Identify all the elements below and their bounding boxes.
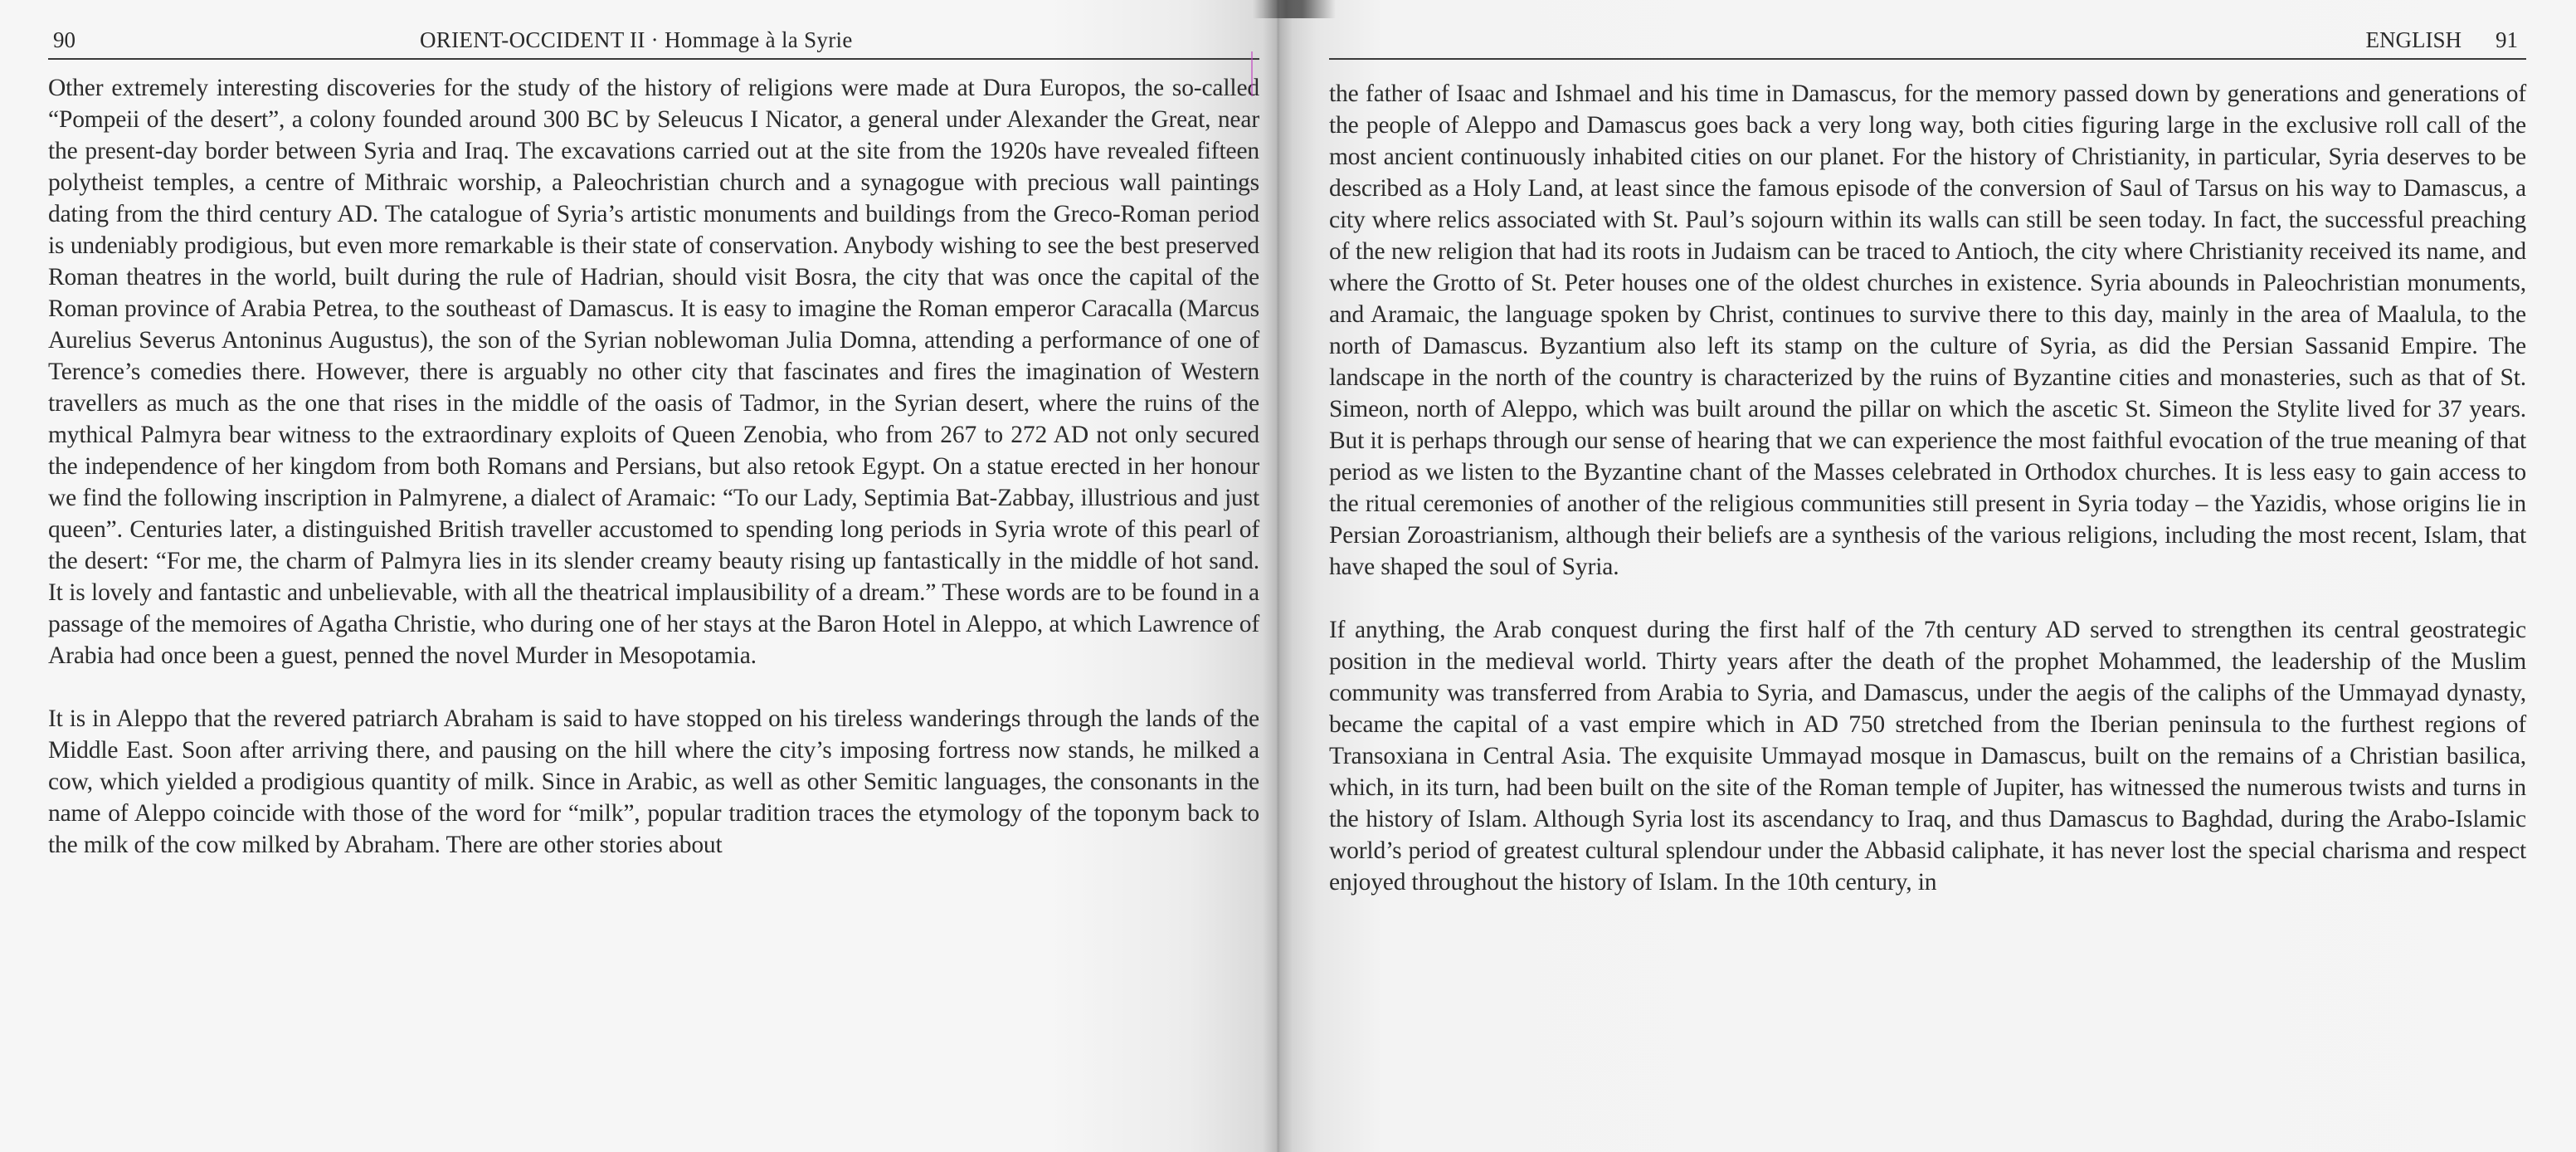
right-page-header [1329, 25, 2526, 60]
book-gutter-shadow [1263, 0, 1293, 1152]
paragraph: It is in Aleppo that the revered patriarch Abraham is said to have stopped on his tireless wanderings through the lands of the Middle East. Soon after arriving there, and pausing on the hill where the city’s imposing fortress now stands, he milked a cow, which yielded a prodigious quantity of milk. Since in Arabic, as well as other Semitic languages, the consonants in the name of Aleppo coincide with those of the word for “milk”, popular tradition traces the etymology of the toponym back to the milk of the cow milked by Abraham. There are other stories about [48, 705, 1259, 858]
paragraph: the father of Isaac and Ishmael and his time in Damascus, for the memory passed down by generations and generations of the people of Aleppo and Damascus goes back a very long way, both cities figuring large in the exclusive roll call of the most ancient continuously inhabited cities on our planet. For the history of Christianity, in particular, Syria deserves to be described as a Holy Land, at least since the famous episode of the conversion of Saul of Tarsus on his way to Damascus, a city where relics associated with St. Paul’s sojourn within its walls can still be seen today. In fact, the successful preaching of the new religion that had its roots in Judaism can be traced to Antioch, the city where Christianity received its name, and where the Grotto of St. Peter houses one of the oldest churches in existence. Syria abounds in Paleochristian monuments, and Aramaic, the language spoken by Christ, continues to survive there to this day, mainly in the area of Maalula, to the north of Damascus. Byzantium also left its stamp on the culture of Syria, as did the Persian Sassanid Empire. The landscape in the north of the country is characterized by the ruins of Byzantine cities and monasteries, such as that of St. Simeon, north of Aleppo, which was built around the pillar on which the ascetic St. Simeon the Stylite lived for 37 years. But it is perhaps through our sense of hearing that we can experience the most faithful evocation of the true meaning of that period as we listen to the Byzantine chant of the Masses celebrated in Orthodox churches. It is less easy to gain access to the ritual ceremonies of another of the religious communities still present in Syria today – the Yazidis, whose origins lie in Persian Zoroastrianism, although their beliefs are a synthesis of the various religions, including the most recent, Islam, that have shaped the soul of Syria. [1329, 81, 2526, 580]
right-page [1278, 0, 2576, 1152]
left-page-header [48, 25, 1259, 60]
left-page-body [48, 72, 1259, 861]
spine-shadow [1253, 0, 1336, 18]
page-number: 90 [53, 27, 75, 52]
language-label: ENGLISH [2365, 27, 2462, 52]
page-number: 91 [2496, 27, 2518, 52]
paragraph: If anything, the Arab conquest during the first half of the 7th century AD served to strengthen its central geostrategic position in the medieval world. Thirty years after the death of the prophet Mohammed, the leadership of the Muslim community was transferred from Arabia to Syria, and Damascus, under the aegis of the caliphs of the Ummayad dynasty, became the capital of a vast empire which in AD 750 stretched from the Iberian peninsula to the furthest regions of Transoxiana in Central Asia. The exquisite Ummayad mosque in Damascus, built on the remains of a Christian basilica, which, in its turn, had been built on the site of the Roman temple of Jupiter, has witnessed the numerous twists and turns in the history of Islam. Although Syria lost its ascendancy to Iraq, and thus Damascus to Baghdad, during the Arabo-Islamic world’s period of greatest cultural splendour under the Abbasid caliphate, it has never lost the special charisma and respect enjoyed throughout the history of Islam. In the 10th century, in [1329, 617, 2526, 896]
margin-pen-mark [1251, 51, 1258, 96]
left-page [0, 0, 1278, 1152]
running-title: ORIENT-OCCIDENT II · Hommage à la Syrie [420, 27, 853, 52]
paragraph: Other extremely interesting discoveries for the study of the history of religions were made at Dura Europos, the so-called “Pompeii of the desert”, a colony founded around 300 BC by Seleucus I Nicator, a general under Alexander the Great, near the present-day border between Syria and Iraq. The excavations carried out at the site from the 1920s have revealed fifteen polytheist temples, a centre of Mithraic worship, a Paleochristian church and a synagogue with precious wall paintings dating from the third century AD. The catalogue of Syria’s artistic monuments and buildings from the Greco-Roman period is undeniably prodigious, but even more remarkable is their state of conservation. Anybody wishing to see the best preserved Roman theatres in the world, built during the rule of Hadrian, should visit Bosra, the city that was once the capital of the Roman province of Arabia Petrea, to the southeast of Damascus. It is easy to imagine the Roman emperor Caracalla (Marcus Aurelius Severus Antoninus Augustus), the son of the Syrian noblewoman Julia Domna, attending a performance of one of Terence’s comedies there. However, there is arguably no other city that fascinates and fires the imagination of Western travellers as much as the one that rises in the middle of the oasis of Tadmor, in the Syrian desert, where the ruins of the mythical Palmyra bear witness to the extraordinary exploits of Queen Zenobia, who from 267 to 272 AD not only secured the independence of her kingdom from both Romans and Persians, but also retook Egypt. On a statue erected in her honour we find the following inscription in Palmyrene, a dialect of Aramaic: “To our Lady, Septimia Bat-Zabbay, illustrious and just queen”. Centuries later, a distinguished British traveller accustomed to spending long periods in Syria wrote of this pearl of the desert: “For me, the charm of Palmyra lies in its slender creamy beauty rising up fantastically in the middle of hot sand. It is lovely and fantastic and unbelievable, with all the theatrical implausibility of a dream.” These words are to be found in a passage of the memoires of Agatha Christie, who during one of her stays at the Baron Hotel in Aleppo, at which Lawrence of Arabia had once been a guest, penned the novel Murder in Mesopotamia. [48, 75, 1259, 669]
right-page-body [1329, 78, 2526, 898]
